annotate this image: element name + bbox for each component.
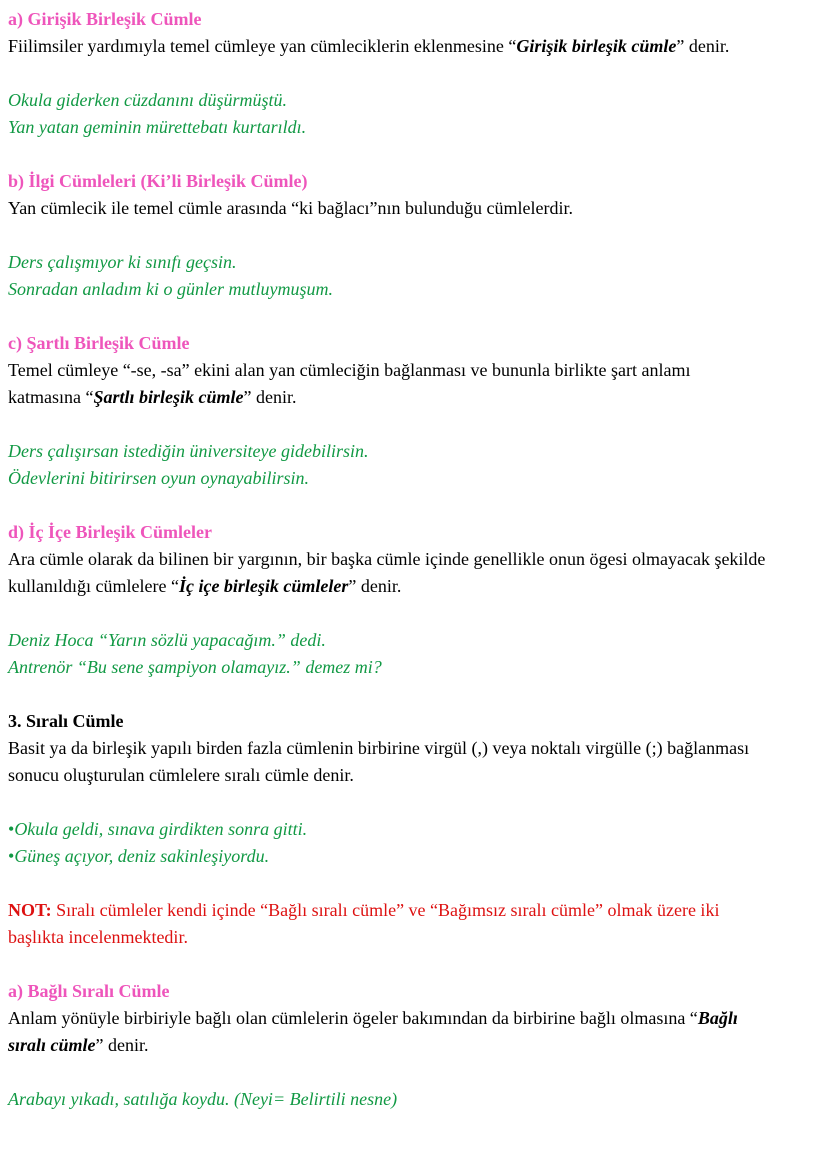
note-line1 (8, 897, 828, 924)
example-sentence: Sonradan anladım ki o günler mutluymuşum. (8, 279, 333, 299)
definition-text: katmasına “ (8, 387, 94, 407)
definition-term: Girişik birleşik cümle (516, 36, 677, 56)
definition-term: sıralı cümle (8, 1035, 96, 1055)
bullet-icon: • (8, 846, 15, 866)
bullet-example (8, 816, 828, 843)
document-page (8, 6, 828, 1113)
definition-girisik (8, 33, 828, 60)
example-sentence: Ders çalışırsan istediğin üniversiteye gidebilirsin. (8, 441, 369, 461)
definition-icice-line2 (8, 573, 828, 600)
definition-sartli-line2 (8, 384, 828, 411)
definition-sartli-line1: Temel cümleye “-se, -sa” ekini alan yan cümleciğin bağlanması ve bununla birlikte şart anlamı (8, 360, 691, 380)
section-heading-sartli: c) Şartlı Birleşik Cümle (8, 333, 190, 353)
definition-text: ” denir. (95, 1035, 149, 1055)
example-sentence: Antrenör “Bu sene şampiyon olamayız.” demez mi? (8, 657, 382, 677)
example-sentence: Okula geldi, sınava girdikten sonra gitti. (14, 819, 308, 839)
bullet-example (8, 843, 828, 870)
note-line2: başlıkta incelenmektedir. (8, 927, 188, 947)
definition-text: Fiilimsiler yardımıyla temel cümleye yan cümleciklerin eklenmesine “ (8, 36, 517, 56)
definition-ilgi: Yan cümlecik ile temel cümle arasında “ki bağlacı”nın bulunduğu cümlelerdir. (8, 198, 573, 218)
definition-text: Anlam yönüyle birbiriyle bağlı olan cümlelerin ögeler bakımından da birbirine bağlı olmasına “ (8, 1008, 698, 1028)
example-sentence: Ders çalışmıyor ki sınıfı geçsin. (8, 252, 237, 272)
definition-sirali-line2: sonucu oluşturulan cümlelere sıralı cümle denir. (8, 765, 354, 785)
definition-bagli-line1 (8, 1005, 828, 1032)
example-sentence: Arabayı yıkadı, satılığa koydu. (Neyi= Belirtili nesne) (8, 1089, 398, 1109)
definition-icice-line1: Ara cümle olarak da bilinen bir yargının, bir başka cümle içinde genellikle onun ögesi olmayacak şekilde (8, 549, 766, 569)
example-sentence: Okula giderken cüzdanını düşürmüştü. (8, 90, 287, 110)
definition-bagli-line2 (8, 1032, 828, 1059)
definition-text: ” denir. (243, 387, 297, 407)
example-sentence: Ödevlerini bitirirsen oyun oynayabilirsin. (8, 468, 309, 488)
section-heading-girisik: a) Girişik Birleşik Cümle (8, 9, 202, 29)
definition-term: Bağlı (697, 1008, 738, 1028)
note-text: Sıralı cümleler kendi içinde “Bağlı sıralı cümle” ve “Bağımsız sıralı cümle” olmak üzere iki (51, 900, 720, 920)
section-heading-sirali: 3. Sıralı Cümle (8, 711, 124, 731)
definition-text: kullanıldığı cümlelere “ (8, 576, 179, 596)
note-label: NOT: (8, 900, 52, 920)
bullet-icon: • (8, 819, 15, 839)
section-heading-bagli-sirali: a) Bağlı Sıralı Cümle (8, 981, 170, 1001)
definition-sirali-line1: Basit ya da birleşik yapılı birden fazla cümlenin birbirine virgül (,) veya noktalı virgülle (;) bağlanması (8, 738, 750, 758)
section-heading-ilgi: b) İlgi Cümleleri (Ki’li Birleşik Cümle) (8, 171, 308, 191)
definition-term: İç içe birleşik cümleler (178, 576, 349, 596)
example-sentence: Güneş açıyor, deniz sakinleşiyordu. (14, 846, 270, 866)
definition-text: ” denir. (348, 576, 402, 596)
example-sentence: Yan yatan geminin mürettebatı kurtarıldı. (8, 117, 307, 137)
definition-text: ” denir. (676, 36, 730, 56)
definition-term: Şartlı birleşik cümle (93, 387, 244, 407)
example-sentence: Deniz Hoca “Yarın sözlü yapacağım.” dedi. (8, 630, 326, 650)
section-heading-icice: d) İç İçe Birleşik Cümleler (8, 522, 212, 542)
